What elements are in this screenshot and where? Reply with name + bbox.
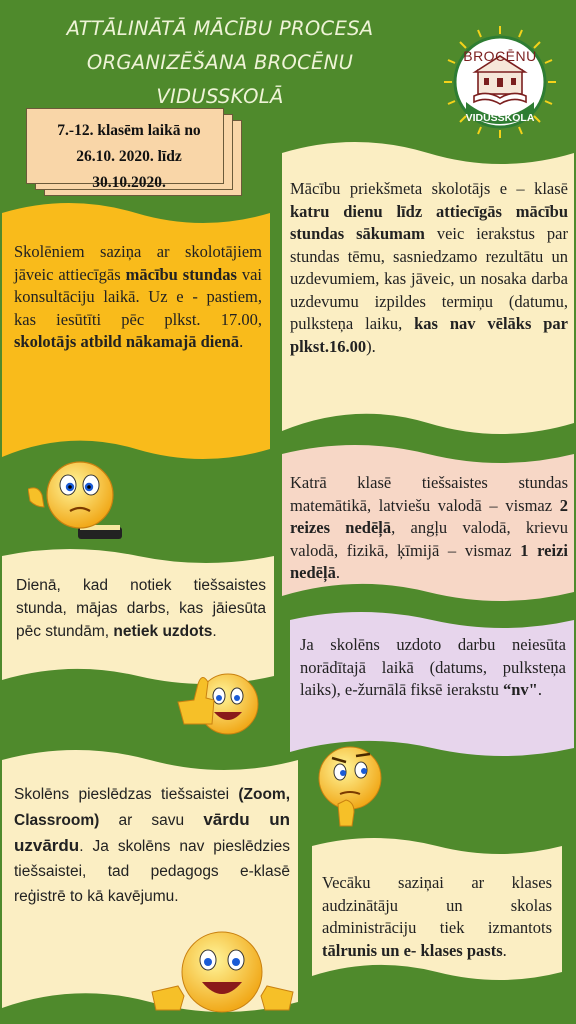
smiley-pondering-icon xyxy=(310,742,395,830)
dates-text xyxy=(34,118,224,196)
logo-top-text: BROCĒNU xyxy=(463,48,537,64)
school-building-book-logo-icon xyxy=(440,22,560,142)
card-missed-work xyxy=(290,612,574,762)
dates-line-3: 30.10.2020. xyxy=(92,174,166,191)
card-students-contact xyxy=(2,205,270,475)
title-line-2: ORGANIZĒŠANA BROCĒNU VIDUSSKOLĀ xyxy=(86,51,354,108)
teacher-eklase-text: Mācību priekšmeta skolotājs e – klasē katru dienu līdz attiecīgās mācību stundas sākumam veic ierakstus par stundas tēmu, sasniedzamo rezultātu un uzdevumiem, kas jāveic, un nosaka darba uzdevumu izpildes termiņu (datumu, pulksteņa laiku, kas nav vēlāks par plkst.16.00). xyxy=(290,179,569,356)
card-online-lessons xyxy=(282,446,574,606)
dates-line-2: 26.10. 2020. līdz xyxy=(76,148,182,165)
online-lessons-text: Katrā klasē tiešsaistes stundas matemātikā, latviešu valodā – vismaz 2 reizes nedēļā, angļu valodā, krievu valodā, fizikā, ķīmijā – vismaz 1 reizi nedēļā. xyxy=(290,473,568,582)
students-contact-text: Skolēniem saziņa ar skolotājiem jāveic attiecīgās mācību stundas vai konsultāciju laikā. Uz e - pastiem, kas iesūtīti pēc plkst. 17.00, skolotājs atbild nākamajā dienā. xyxy=(14,242,262,351)
card-parents xyxy=(312,838,562,986)
school-logo xyxy=(440,22,560,142)
smiley-thinking-icon xyxy=(28,455,133,550)
page-title xyxy=(20,12,420,114)
dates-note xyxy=(26,108,246,196)
smiley-thumbs-up-icon xyxy=(172,658,264,740)
parents-text: Vecāku saziņai ar klases audzinātāju un skolas administrāciju tiek izmantots tālrunis un e- klases pasts. xyxy=(322,873,552,960)
dates-line-1: 7.-12. klasēm laikā no xyxy=(57,122,201,139)
title-line-1: ATTĀLINĀTĀ MĀCĪBU PROCESA xyxy=(66,17,374,40)
missed-work-text: Ja skolēns uzdoto darbu neiesūta norādītajā laikā (datums, pulksteņa laiks), e-žurnālā fiksē ierakstu “nv". xyxy=(300,635,566,699)
card-teacher-eklase xyxy=(282,143,574,443)
logo-bottom-text: VIDUSSKOLA xyxy=(465,112,535,124)
homework-text: Dienā, kad notiek tiešsaistes stunda, mājas darbs, kas jāiesūta pēc stundām, netiek uzdots. xyxy=(16,577,266,640)
smiley-pointing-icon xyxy=(150,920,295,1020)
connect-text: Skolēns pieslēdzas tiešsaistei (Zoom, Classroom) ar savu vārdu un uzvārdu. Ja skolēns nav pieslēdzies tiešsaistei, tad pedagogs e-klasē reģistrē to kā kavējumu. xyxy=(14,786,290,905)
